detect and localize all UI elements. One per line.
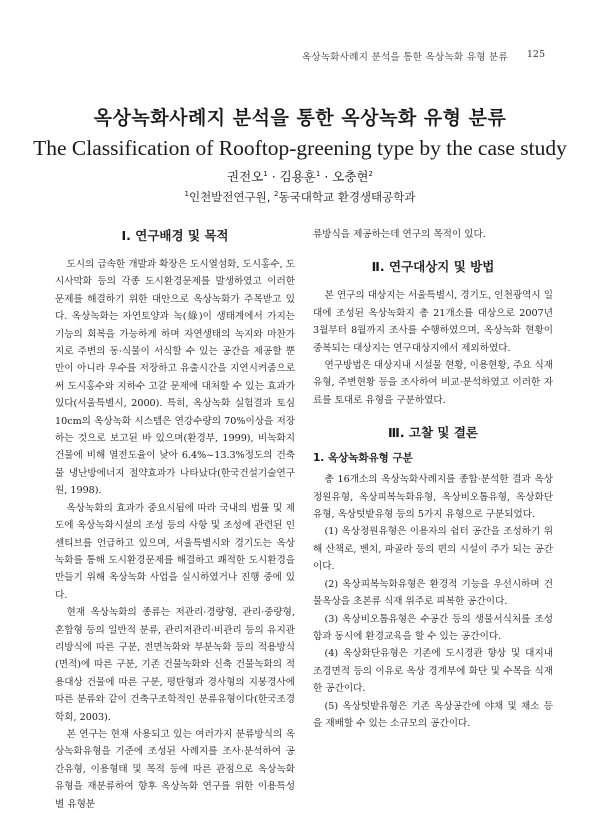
list-item: (2) 옥상피복녹화유형은 환경적 기능을 우선시하며 건물옥상을 초본류 식재 위주로 피복한 공간이다. [313, 578, 553, 608]
list-item: (1) 옥상정원유형은 이용자의 쉼터 공간을 조성하기 위해 산책로, 벤치, 파골라 등의 편의 시설이 주가 되는 공간이다. [313, 526, 553, 573]
running-title: 옥상녹화사례지 분석을 통한 옥상녹화 유형 분류 [301, 52, 508, 63]
right-column [313, 226, 553, 732]
subsection-heading: 1. 옥상녹화유형 구분 [313, 452, 413, 465]
author-3: 오충현 [332, 169, 369, 184]
author-separator: · [320, 169, 333, 184]
paragraph: 본 연구는 현재 사용되고 있는 여러가지 분류방식의 옥상녹화유형을 기준에 조성된 사례지를 조사·분석하여 공간유형, 이용형태 및 목적 등에 따른 관점으로 옥상녹화 유형을 재분류하여 향후 옥상녹화 연구를 위한 이용특성별 유형분 [55, 728, 295, 810]
paragraph: 현재 옥상녹화의 종류는 저관리·경량형, 관리·중량형, 혼합형 등의 일반적 분류, 관리저관리·비관리 등의 유지관리방식에 따른 구분, 전면녹화와 부분녹화 등의 적용방식(면적)에 따른 구분, 기존 건물녹화와 신축 건물녹화의 적용대상 건물에 따른 구분, 평탄형과 경사형의 지붕경사에 따른 분류와 같이 건축구조학적인 분류유형이다(한국조경학회, 2003). [55, 607, 295, 723]
list-item: (3) 옥상비오톱유형은 수공간 등의 생물서식처를 조성함과 동시에 환경교육을 할 수 있는 공간이다. [313, 613, 553, 642]
affiliation-2: 동국대학교 환경생태공학과 [278, 190, 416, 204]
author-1-mark: 1 [263, 169, 268, 178]
list-item: (5) 옥상텃밭유형은 기존 옥상공간에 야채 및 채소 등을 재배할 수 있는 소규모의 공간이다. [313, 700, 553, 729]
title-english: The Classification of Rooftop-greening type by the case study [33, 136, 567, 160]
title-korean: 옥상녹화사례지 분석을 통한 옥상녹화 유형 분류 [93, 107, 507, 129]
paragraph: 본 연구의 대상지는 서울특별시, 경기도, 인천광역시 일대에 조성된 옥상녹화지 총 21개소를 대상으로 2007년 3월부터 8월까지 조사를 수행하였으며, 옥상녹화 현황이 중복되는 대상지는 연구대상지에서 제외하였다. [313, 290, 553, 354]
paragraph: 연구방법은 대상지내 시설물 현황, 이용현황, 주요 식재 유형, 주변현황 등을 조사하여 비교·분석하였고 이러한 자료를 토대로 유형을 구분하였다. [313, 360, 553, 406]
paragraph: 총 16개소의 옥상녹화사례지를 종합·분석한 결과 옥상정원유형, 옥상피복녹화유형, 옥상비오톱유형, 옥상화단유형, 옥상텃밭유형 등의 5가지 유형으로 구분되었다. [313, 474, 553, 521]
author-2: 김용훈 [279, 169, 316, 184]
running-header [0, 49, 600, 63]
paragraph: 옥상녹화의 효과가 중요시됨에 따라 국내의 법률 및 제도에 옥상녹화시설의 조성 등의 사항 및 조성에 관련된 인센티브를 언급하고 있으며, 서울특별시와 경기도는 옥상녹화를 통해 도시환경문제를 해결하고 쾌적한 도시환경을 만들기 위해 옥상녹화 사업을 실시하였거나 진행 중에 있다. [55, 502, 295, 601]
section-3-heading: Ⅲ. 고찰 및 결론 [388, 425, 478, 441]
author-3-mark: 2 [368, 169, 373, 178]
author-1: 권전오 [227, 169, 264, 184]
author-separator: · [267, 169, 280, 184]
section-2-heading: Ⅱ. 연구대상지 및 방법 [371, 259, 495, 275]
affiliation-1: 인천발전연구원, [188, 190, 275, 204]
paragraph: 도시의 급속한 개발과 확장은 도시열섬화, 도시홍수, 도시사막화 등의 각종 도시환경문제를 발생하였고 이러한 문제를 해결하기 위한 대안으로 옥상녹화가 주목받고 있다. 옥상녹화는 자연토양과 녹(綠)이 생태계에서 가지는 기능의 회복을 가능하게 하며 자연생태의 녹지와 마찬가지로 주변의 동·식물이 서식할 수 있는 공간을 제공할 뿐만이 아니라 우수를 저장하고 유출시간을 지연시켜줌으로써 도시홍수와 지하수 고갈 문제에 대처할 수 있는 효과가 있다(서울특별시, 2000). 특히, 옥상녹화 실험결과 토심 10cm의 옥상녹화 시스템은 연강수량의 70%이상을 저장하는 것으로 보고된 바 있으며(환경부, 1999), 비녹화지 건물에 비해 열전도율이 낮아 6.4%~13.3%정도의 건축물 냉난방에너지 절약효과가 나타났다(한국건설기술연구원, 1998). [55, 259, 295, 497]
section-1-heading: Ⅰ. 연구배경 및 목적 [121, 228, 229, 243]
affiliation-1-mark: 1 [184, 190, 189, 199]
author-2-mark: 1 [315, 169, 321, 178]
paragraph: 류방식을 제공하는데 연구의 목적이 있다. [313, 229, 486, 240]
affiliation-line [0, 189, 600, 205]
list-item: (4) 옥상화단유형은 기존에 도시경관 향상 및 대지내 조경면적 등의 이유로 옥상 경계부에 화단 및 수목을 식재한 공간이다. [313, 648, 553, 695]
affiliation-2-mark: 2 [274, 190, 279, 199]
author-line [0, 167, 600, 185]
left-column [55, 226, 295, 813]
page-number: 125 [526, 49, 545, 60]
